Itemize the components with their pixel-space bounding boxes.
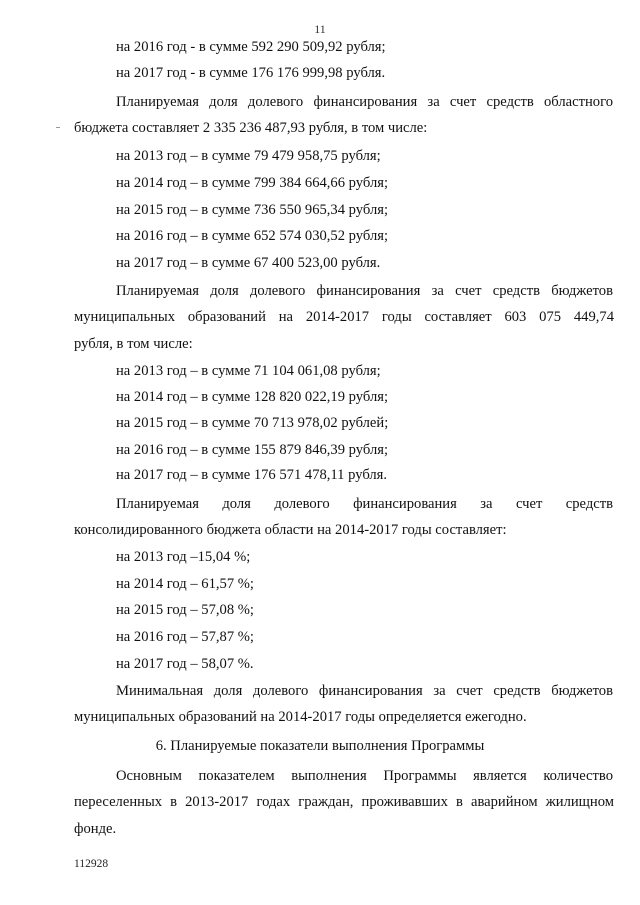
paragraph-line: Планируемая доля долевого финансирования за счет средств областного: [116, 94, 613, 110]
list-item: на 2013 год – в сумме 79 479 958,75 рубля;: [116, 148, 381, 164]
list-item: на 2014 год – 61,57 %;: [116, 576, 254, 592]
list-item: на 2016 год – в сумме 652 574 030,52 рубля;: [116, 228, 388, 244]
list-item: на 2017 год - в сумме 176 176 999,98 рубля.: [116, 65, 386, 81]
section-heading: 6. Планируемые показатели выполнения Программы: [155, 738, 485, 754]
paragraph-line: Планируемая доля долевого финансирования за счет средств бюджетов: [116, 283, 613, 299]
list-item: на 2016 год – 57,87 %;: [116, 629, 254, 645]
list-item: на 2013 год –15,04 %;: [116, 549, 251, 565]
list-item: на 2015 год – в сумме 70 713 978,02 рублей;: [116, 415, 389, 431]
list-item: на 2017 год – 58,07 %.: [116, 656, 254, 672]
list-item: на 2014 год – в сумме 799 384 664,66 рубля;: [116, 175, 388, 191]
paragraph-line: переселенных в 2013-2017 годах граждан, проживавших в аварийном жилищном: [74, 794, 614, 810]
paragraph-line: бюджета составляет 2 335 236 487,93 рубля, в том числе:: [74, 120, 428, 136]
list-item: на 2013 год – в сумме 71 104 061,08 рубля;: [116, 363, 381, 379]
paragraph-line: Основным показателем выполнения Программы является количество: [116, 768, 613, 784]
list-item: на 2016 год – в сумме 155 879 846,39 рубля;: [116, 442, 388, 458]
list-item: на 2017 год – в сумме 176 571 478,11 рубля.: [116, 467, 388, 483]
list-item: на 2016 год - в сумме 592 290 509,92 рубля;: [116, 39, 386, 55]
list-item: на 2017 год – в сумме 67 400 523,00 рубля.: [116, 255, 381, 271]
paragraph-line: Минимальная доля долевого финансирования за счет средств бюджетов: [116, 683, 613, 699]
paragraph-line: фонде.: [74, 821, 117, 837]
paragraph-line: муниципальных образований на 2014-2017 годы определяется ежегодно.: [74, 709, 527, 725]
paragraph-line: консолидированного бюджета области на 2014-2017 годы составляет:: [74, 522, 507, 538]
paragraph-line: рубля, в том числе:: [74, 336, 193, 352]
paragraph-line: муниципальных образований на 2014-2017 годы составляет 603 075 449,74: [74, 309, 614, 325]
margin-mark: [56, 127, 60, 128]
list-item: на 2015 год – 57,08 %;: [116, 602, 254, 618]
paragraph-line: Планируемая доля долевого финансирования за счет средств: [116, 496, 613, 512]
list-item: на 2015 год – в сумме 736 550 965,34 рубля;: [116, 202, 388, 218]
page-number: 11: [314, 22, 326, 36]
document-code: 112928: [74, 858, 109, 870]
list-item: на 2014 год – в сумме 128 820 022,19 рубля;: [116, 389, 388, 405]
